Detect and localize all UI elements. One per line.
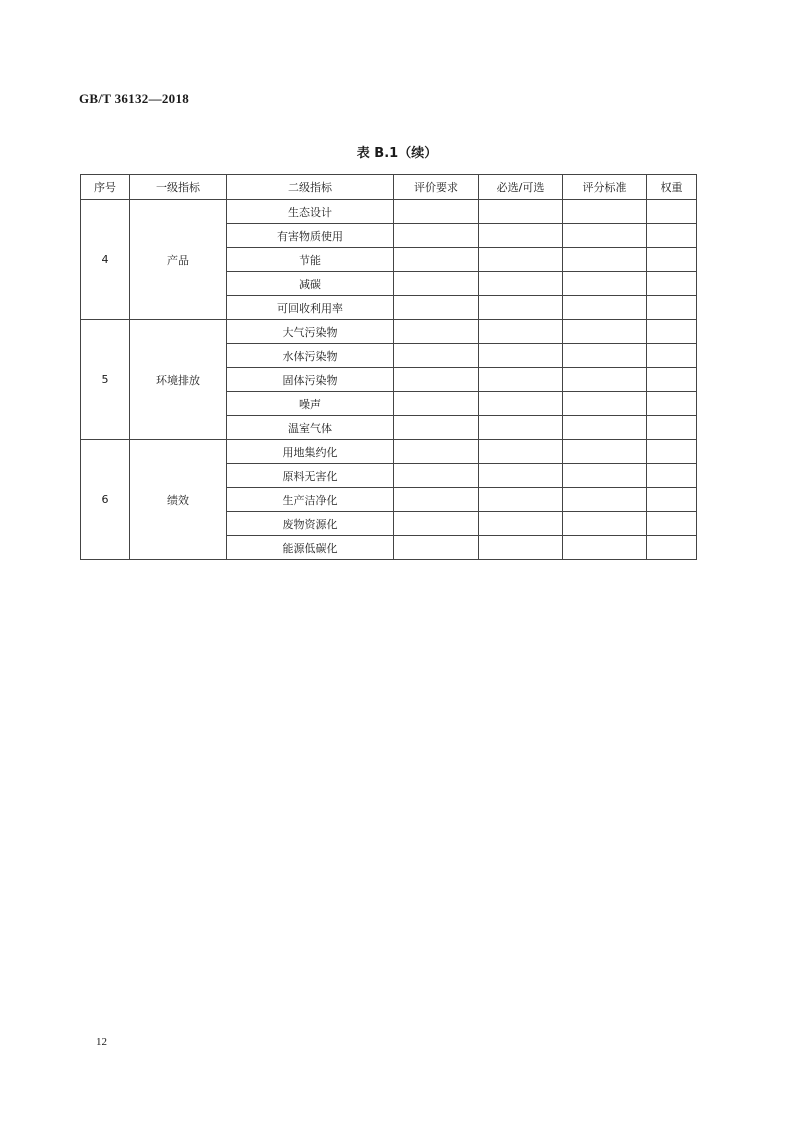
required-optional-cell [479, 296, 563, 320]
secondary-indicator-cell: 原料无害化 [227, 464, 394, 488]
requirement-cell [394, 488, 479, 512]
secondary-indicator-cell: 废物资源化 [227, 512, 394, 536]
requirement-cell [394, 296, 479, 320]
secondary-indicator-cell: 温室气体 [227, 416, 394, 440]
requirement-cell [394, 368, 479, 392]
weight-cell [647, 224, 697, 248]
col-header-requirement: 评价要求 [394, 175, 479, 200]
weight-cell [647, 200, 697, 224]
secondary-indicator-cell: 有害物质使用 [227, 224, 394, 248]
table-row [81, 320, 697, 344]
table-header-row [81, 175, 697, 200]
secondary-indicator-cell: 用地集约化 [227, 440, 394, 464]
col-header-secondary-indicator: 二级指标 [227, 175, 394, 200]
scoring-cell [563, 536, 647, 560]
row-number-cell: 4 [81, 200, 130, 320]
table-row [81, 440, 697, 464]
col-header-required-optional: 必选/可选 [479, 175, 563, 200]
scoring-cell [563, 272, 647, 296]
requirement-cell [394, 224, 479, 248]
scoring-cell [563, 200, 647, 224]
primary-indicator-cell: 环境排放 [130, 320, 227, 440]
scoring-cell [563, 368, 647, 392]
scoring-cell [563, 296, 647, 320]
primary-indicator-cell: 产品 [130, 200, 227, 320]
scoring-cell [563, 392, 647, 416]
required-optional-cell [479, 200, 563, 224]
required-optional-cell [479, 416, 563, 440]
requirement-cell [394, 392, 479, 416]
requirement-cell [394, 272, 479, 296]
standard-code: GB/T 36132—2018 [79, 91, 190, 106]
requirement-cell [394, 416, 479, 440]
secondary-indicator-cell: 固体污染物 [227, 368, 394, 392]
required-optional-cell [479, 368, 563, 392]
col-header-weight: 权重 [647, 175, 697, 200]
scoring-cell [563, 464, 647, 488]
required-optional-cell [479, 536, 563, 560]
requirement-cell [394, 440, 479, 464]
table-row [81, 200, 697, 224]
weight-cell [647, 464, 697, 488]
required-optional-cell [479, 320, 563, 344]
row-number-cell: 5 [81, 320, 130, 440]
col-header-scoring: 评分标准 [563, 175, 647, 200]
requirement-cell [394, 512, 479, 536]
weight-cell [647, 344, 697, 368]
weight-cell [647, 272, 697, 296]
weight-cell [647, 392, 697, 416]
requirement-cell [394, 320, 479, 344]
primary-indicator-cell: 绩效 [130, 440, 227, 560]
required-optional-cell [479, 224, 563, 248]
scoring-cell [563, 416, 647, 440]
row-number-cell: 6 [81, 440, 130, 560]
secondary-indicator-cell: 节能 [227, 248, 394, 272]
required-optional-cell [479, 272, 563, 296]
secondary-indicator-cell: 能源低碳化 [227, 536, 394, 560]
secondary-indicator-cell: 可回收利用率 [227, 296, 394, 320]
secondary-indicator-cell: 生态设计 [227, 200, 394, 224]
requirement-cell [394, 536, 479, 560]
weight-cell [647, 488, 697, 512]
weight-cell [647, 512, 697, 536]
scoring-cell [563, 224, 647, 248]
requirement-cell [394, 464, 479, 488]
requirement-cell [394, 248, 479, 272]
required-optional-cell [479, 344, 563, 368]
page-number: 12 [96, 1036, 107, 1048]
secondary-indicator-cell: 大气污染物 [227, 320, 394, 344]
weight-cell [647, 536, 697, 560]
required-optional-cell [479, 248, 563, 272]
weight-cell [647, 416, 697, 440]
required-optional-cell [479, 488, 563, 512]
scoring-cell [563, 440, 647, 464]
col-header-primary-indicator: 一级指标 [130, 175, 227, 200]
secondary-indicator-cell: 减碳 [227, 272, 394, 296]
required-optional-cell [479, 392, 563, 416]
weight-cell [647, 248, 697, 272]
scoring-cell [563, 512, 647, 536]
scoring-cell [563, 248, 647, 272]
weight-cell [647, 296, 697, 320]
required-optional-cell [479, 464, 563, 488]
col-header-no: 序号 [81, 175, 130, 200]
scoring-cell [563, 488, 647, 512]
weight-cell [647, 320, 697, 344]
required-optional-cell [479, 440, 563, 464]
secondary-indicator-cell: 生产洁净化 [227, 488, 394, 512]
required-optional-cell [479, 512, 563, 536]
evaluation-table [80, 174, 697, 560]
requirement-cell [394, 200, 479, 224]
scoring-cell [563, 320, 647, 344]
secondary-indicator-cell: 水体污染物 [227, 344, 394, 368]
scoring-cell [563, 344, 647, 368]
secondary-indicator-cell: 噪声 [227, 392, 394, 416]
weight-cell [647, 368, 697, 392]
table-caption: 表 B.1（续） [356, 146, 438, 161]
requirement-cell [394, 344, 479, 368]
weight-cell [647, 440, 697, 464]
